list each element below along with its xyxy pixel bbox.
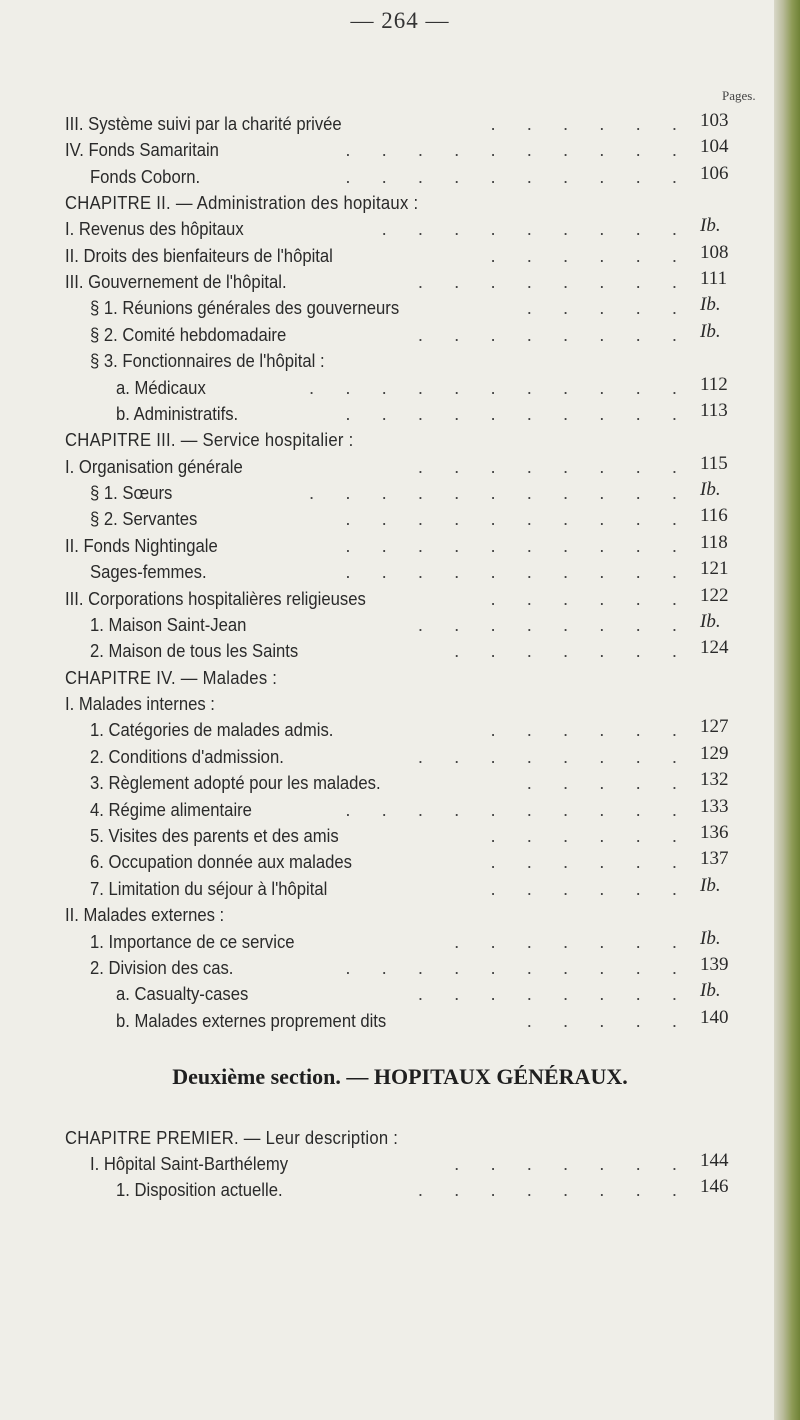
toc-entry: . . . . . . 1. Catégories de malades admis. (90, 716, 690, 744)
toc-entry-page: 139 (700, 954, 729, 975)
toc-entry: . . . . . . 6. Occupation donnée aux malades (90, 848, 690, 876)
chapter-heading-label: CHAPITRE IV. — Malades : (65, 664, 284, 692)
pages-column-label: Pages. (722, 88, 756, 103)
toc-entry-label: § 1. Réunions générales des gouverneurs (90, 294, 406, 322)
toc-entry-label: § 2. Servantes (90, 505, 205, 533)
toc-entry: . . . . . 3. Règlement adopté pour les malades. (90, 769, 690, 797)
toc-entry-label: b. Malades externes proprement dits (116, 1007, 393, 1035)
toc-entry-page: 118 (700, 532, 728, 553)
toc-entry-page: 121 (700, 558, 729, 579)
toc-entry-label: III. Système suivi par la charité privée (65, 110, 349, 138)
toc-entry-label: II. Droits des bienfaiteurs de l'hôpital (65, 242, 340, 270)
toc-entry-page: 122 (700, 585, 729, 606)
toc-entry: . . . . . . . . 1. Maison Saint-Jean (90, 611, 690, 639)
toc-entry-label: 1. Maison Saint-Jean (90, 611, 254, 639)
toc-entry-page: 104 (700, 136, 729, 157)
toc-subheading (65, 690, 690, 718)
toc-entry-page: 111 (700, 268, 728, 289)
toc-entry: . . . . . . III. Système suivi par la charité privée (65, 110, 690, 138)
toc-entry: . . . . . . . . . . . a. Médicaux (116, 374, 690, 402)
toc-entry: . . . . . . . . 2. Conditions d'admission. (90, 743, 690, 771)
toc-entry: . . . . . . . . . . Fonds Coborn. (90, 163, 690, 191)
toc-entry-label: 1. Catégories de malades admis. (90, 716, 341, 744)
toc-entry-label: Fonds Coborn. (90, 163, 207, 191)
toc-entry-page: 136 (700, 822, 729, 843)
toc-entry-page: 113 (700, 400, 728, 421)
toc-entry: . . . . . . . . 1. Disposition actuelle. (116, 1176, 690, 1204)
toc-entry-label: II. Fonds Nightingale (65, 532, 225, 560)
toc-entry-page: Ib. (700, 980, 721, 1001)
toc-entry-label: Sages-femmes. (90, 558, 214, 586)
toc-entry: . . . . . . III. Corporations hospitalières religieuses (65, 585, 690, 613)
toc-entry-page: 132 (700, 769, 729, 790)
toc-entry-page: Ib. (700, 321, 721, 342)
toc-entry: . . . . . . II. Droits des bienfaiteurs de l'hôpital (65, 242, 690, 270)
toc-entry-label: 2. Conditions d'admission. (90, 743, 291, 771)
toc-entry-label: II. Malades externes : (65, 901, 231, 929)
toc-entry-page: 103 (700, 110, 729, 131)
toc-entry: . . . . . . . . . . 2. Division des cas. (90, 954, 690, 982)
toc-entry-label: III. Corporations hospitalières religieuses (65, 585, 373, 613)
toc-entry-label: § 1. Sœurs (90, 479, 180, 507)
toc-entry-page: 124 (700, 637, 729, 658)
toc-entry: . . . . . . . . . . . § 1. Sœurs (90, 479, 690, 507)
toc-entry-label: § 2. Comité hebdomadaire (90, 321, 293, 349)
chapter-heading (65, 189, 690, 217)
chapter-heading (65, 664, 690, 692)
chapter-heading-label: CHAPITRE PREMIER. — Leur description : (65, 1124, 405, 1152)
toc-entry: . . . . . . . I. Hôpital Saint-Barthélemy (90, 1150, 690, 1178)
toc-entry: . . . . . . . . . . II. Fonds Nightingale (65, 532, 690, 560)
toc-entry-label: I. Malades internes : (65, 690, 222, 718)
toc-entry-page: 140 (700, 1007, 729, 1028)
toc-entry-label: I. Hôpital Saint-Barthélemy (90, 1150, 295, 1178)
toc-entry: . . . . . . . . . . Sages-femmes. (90, 558, 690, 586)
toc-entry-label: 1. Disposition actuelle. (116, 1176, 290, 1204)
toc-entry: . . . . . . . . § 2. Comité hebdomadaire (90, 321, 690, 349)
toc-entry: . . . . . . . . III. Gouvernement de l'hôpital. (65, 268, 690, 296)
toc-entry: . . . . . . . 1. Importance de ce service (90, 928, 690, 956)
toc-entry-page: Ib. (700, 215, 721, 236)
toc-entry: . . . . . . . . a. Casualty-cases (116, 980, 690, 1008)
toc-entry-page: 116 (700, 505, 728, 526)
toc-entry-label: 5. Visites des parents et des amis (90, 822, 346, 850)
toc-entry-label: § 3. Fonctionnaires de l'hôpital : (90, 347, 332, 375)
toc-entry: . . . . . . . . . . IV. Fonds Samaritain (65, 136, 690, 164)
toc-entry-label: 7. Limitation du séjour à l'hôpital (90, 875, 335, 903)
toc-entry-label: IV. Fonds Samaritain (65, 136, 226, 164)
toc-entry: . . . . . b. Malades externes proprement dits (116, 1007, 690, 1035)
toc-entry-page: 146 (700, 1176, 729, 1197)
toc-entry-label: 2. Division des cas. (90, 954, 241, 982)
toc-entry-label: 2. Maison de tous les Saints (90, 637, 305, 665)
chapter-heading (65, 1124, 690, 1152)
toc-entry-page: Ib. (700, 875, 721, 896)
toc-entry-page: 108 (700, 242, 729, 263)
toc-entry: . . . . . . . . . . 4. Régime alimentaire (90, 796, 690, 824)
toc-entry: . . . . . . 5. Visites des parents et des amis (90, 822, 690, 850)
chapter-heading-label: CHAPITRE III. — Service hospitalier : (65, 426, 361, 454)
page-number: — 264 — (350, 8, 450, 33)
toc-entry: . . . . . . 7. Limitation du séjour à l'hôpital (90, 875, 690, 903)
toc-subheading (90, 347, 690, 375)
toc-entry-page: 112 (700, 374, 728, 395)
toc-entry: . . . . . . . . I. Organisation générale (65, 453, 690, 481)
toc-entry: . . . . . . . 2. Maison de tous les Saints (90, 637, 690, 665)
section-heading: Deuxième section. — HOPITAUX GÉNÉRAUX. (172, 1064, 628, 1089)
toc-entry-label: b. Administratifs. (116, 400, 245, 428)
toc-entry-label: a. Médicaux (116, 374, 213, 402)
toc-entry-page: 127 (700, 716, 729, 737)
toc-entry: . . . . . . . . . I. Revenus des hôpitaux (65, 215, 690, 243)
chapter-heading-label: CHAPITRE II. — Administration des hopitaux : (65, 189, 426, 217)
toc-entry-label: I. Organisation générale (65, 453, 250, 481)
toc-entry-page: Ib. (700, 611, 721, 632)
toc-entry-page: 137 (700, 848, 729, 869)
toc-entry-page: 144 (700, 1150, 729, 1171)
toc-entry-label: 1. Importance de ce service (90, 928, 302, 956)
toc-entry: . . . . . . . . . . § 2. Servantes (90, 505, 690, 533)
toc-entry-page: 129 (700, 743, 729, 764)
toc-entry-page: 106 (700, 163, 729, 184)
toc-entry-label: I. Revenus des hôpitaux (65, 215, 251, 243)
toc-entry-label: III. Gouvernement de l'hôpital. (65, 268, 294, 296)
toc-entry-page: Ib. (700, 294, 721, 315)
toc-entry: . . . . . § 1. Réunions générales des gouverneurs (90, 294, 690, 322)
toc-entry-page: 133 (700, 796, 729, 817)
toc-entry-page: Ib. (700, 928, 721, 949)
toc-entry-label: a. Casualty-cases (116, 980, 256, 1008)
page-edge (774, 0, 800, 1420)
toc-entry-page: 115 (700, 453, 728, 474)
toc-subheading (65, 901, 690, 929)
chapter-heading (65, 426, 690, 454)
toc-entry-page: Ib. (700, 479, 721, 500)
toc-entry-label: 6. Occupation donnée aux malades (90, 848, 359, 876)
toc-entry-label: 3. Règlement adopté pour les malades. (90, 769, 388, 797)
toc-entry: . . . . . . . . . . b. Administratifs. (116, 400, 690, 428)
toc-entry-label: 4. Régime alimentaire (90, 796, 259, 824)
